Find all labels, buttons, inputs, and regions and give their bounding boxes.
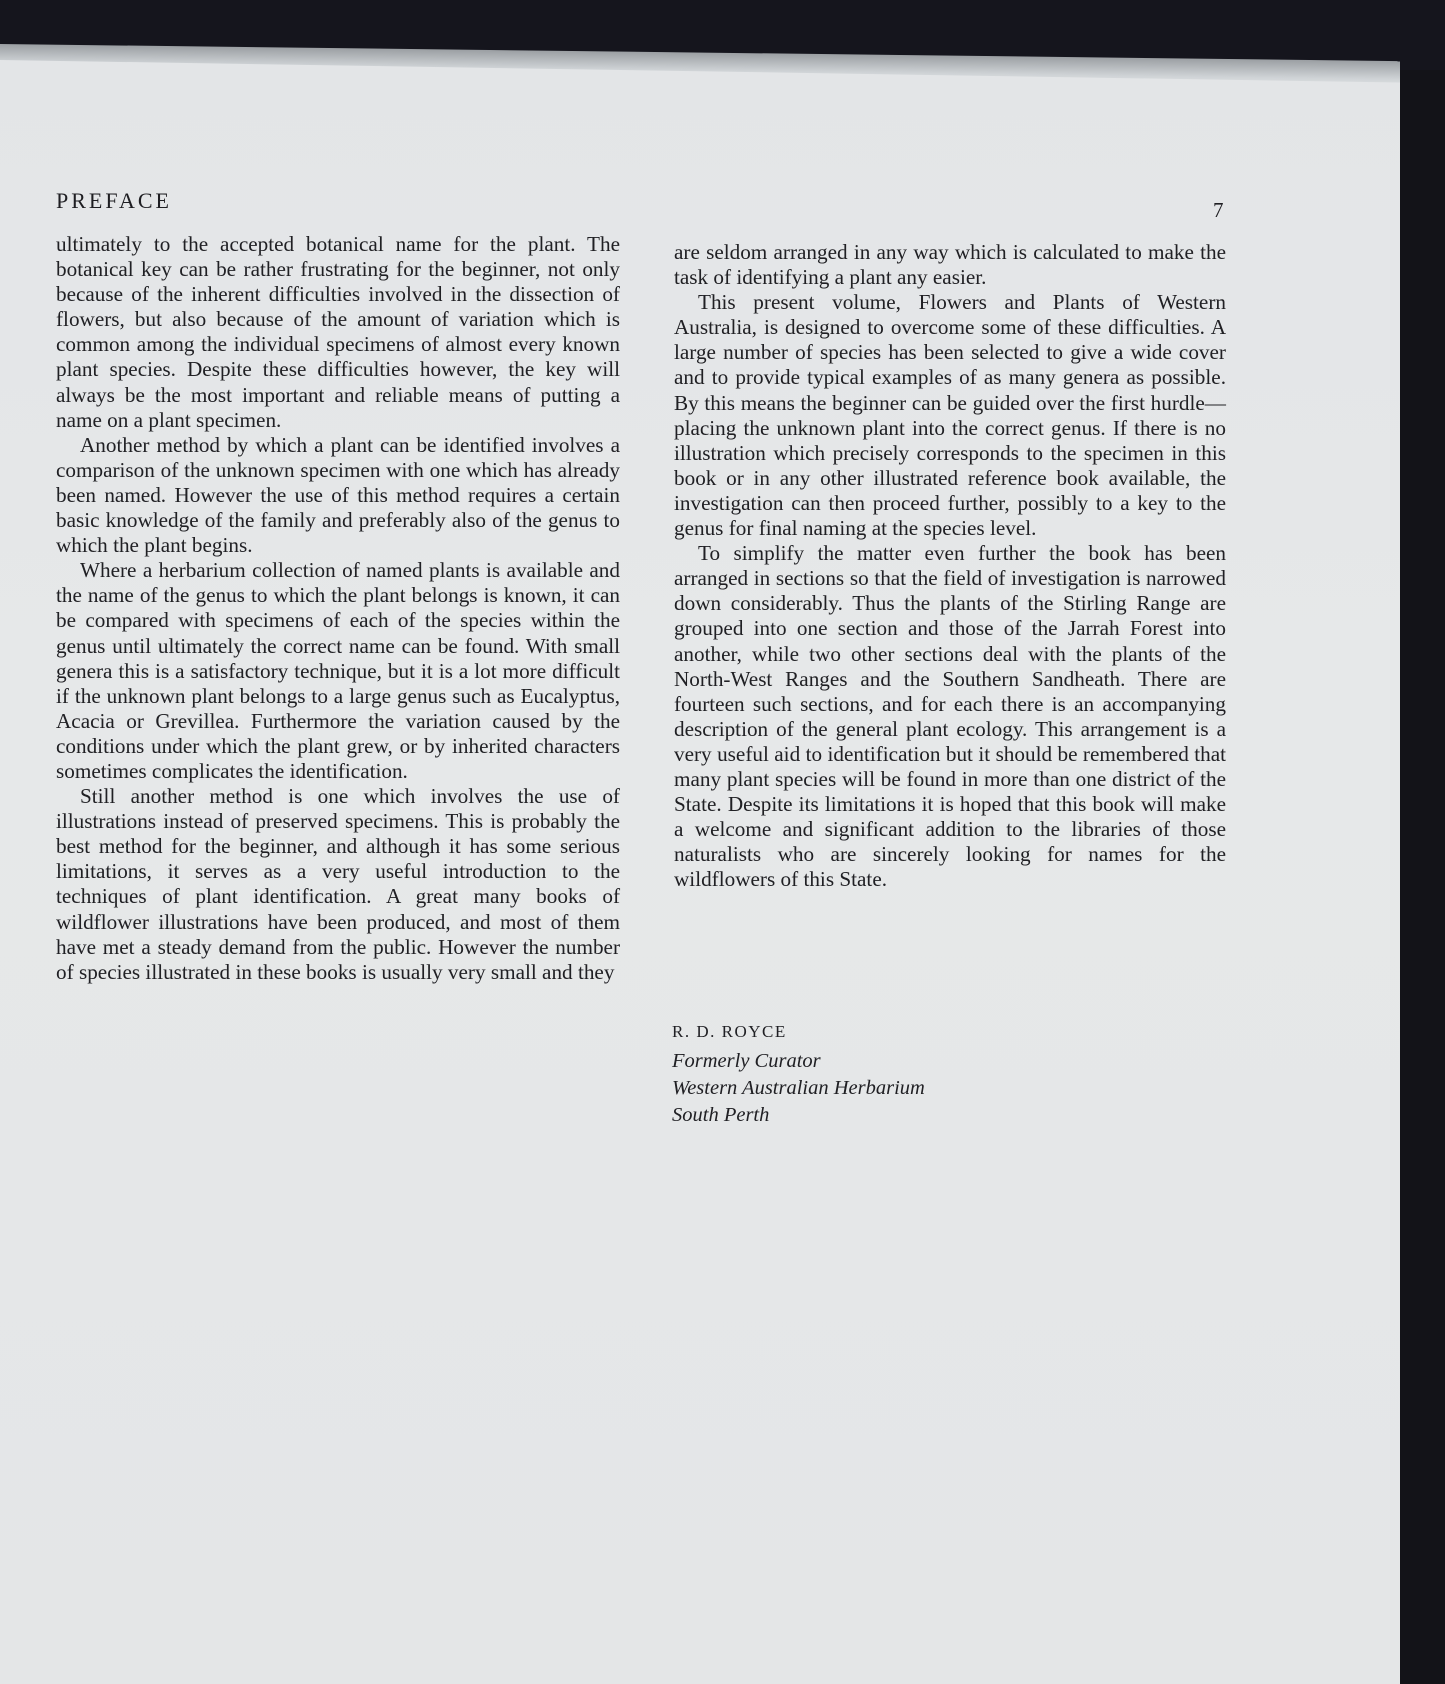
paragraph: This present volume, Flowers and Plants of Western Australia, is designed to overcome some of these difficulties. A large number of species has been selected to give a wide cover and to provide typical examples of as many genera as possible. By this means the beginner can be guided over the first hurdle—placing the unknown plant into the correct genus. If there is no illustration which precisely corresponds to the specimen in this book or in any other illustrated reference book available, the investigation can then proceed further, possibly to a key to the genus for final naming at the species level.: [674, 290, 1226, 541]
paragraph: To simplify the matter even further the book has been arranged in sections so that the field of investigation is narrowed down considerably. Thus the plants of the Stirling Range are grouped into one section and those of the Jarrah Forest into another, while two other sections deal with the plants of the North-West Ranges and the Southern Sandheath. There are fourteen such sections, and for each there is an accompanying description of the general plant ecology. This arrangement is a very useful aid to identification but it should be remembered that many plant species will be found in more than one district of the State. Despite its limitations it is hoped that this book will make a welcome and significant addition to the libraries of those naturalists who are sincerely looking for names for the wildflowers of this State.: [674, 541, 1226, 892]
paragraph: Another method by which a plant can be identified involves a comparison of the unknown specimen with one which has already been named. However the use of this method requires a certain basic knowledge of the family and preferably also of the genus to which the plant begins.: [56, 432, 620, 558]
left-column: [56, 232, 620, 985]
author-location: South Perth: [672, 1104, 770, 1126]
paragraph: are seldom arranged in any way which is calculated to make the task of identifying a plant any easier.: [674, 240, 1226, 290]
running-head: PREFACE: [56, 188, 172, 213]
author-institution: Western Australian Herbarium: [672, 1077, 925, 1099]
author-name: R. D. ROYCE: [672, 1022, 787, 1041]
paragraph: Where a herbarium collection of named plants is available and the name of the genus to which the plant belongs is known, it can be compared with specimens of each of the species within the genus until ultimately the correct name can be found. With small genera this is a satisfactory technique, but it is a lot more difficult if the unknown plant belongs to a large genus such as Eucalyptus, Acacia or Grevillea. Furthermore the variation caused by the conditions under which the plant grew, or by inherited characters sometimes complicates the identification.: [56, 558, 620, 783]
paragraph: Still another method is one which involves the use of illustrations instead of preserved specimens. This is probably the best method for the beginner, and although it has some serious limitations, it serves as a very useful introduction to the techniques of plant identification. A great many books of wildflower illustrations have been produced, and most of them have met a steady demand from the public. However the number of species illustrated in these books is usually very small and they: [56, 784, 620, 984]
signature-block: [672, 1022, 925, 1129]
page-right-shadow: [1400, 70, 1445, 1684]
author-title: Formerly Curator: [672, 1050, 821, 1072]
right-column: [674, 240, 1226, 892]
paragraph: ultimately to the accepted botanical name for the plant. The botanical key can be rather frustrating for the beginner, not only because of the inherent difficulties involved in the dissection of flowers, but also because of the amount of variation which is common among the individual specimens of almost every known plant species. Despite these difficulties however, the key will always be the most important and reliable means of putting a name on a plant specimen.: [56, 232, 620, 432]
page-number: 7: [1213, 198, 1224, 222]
